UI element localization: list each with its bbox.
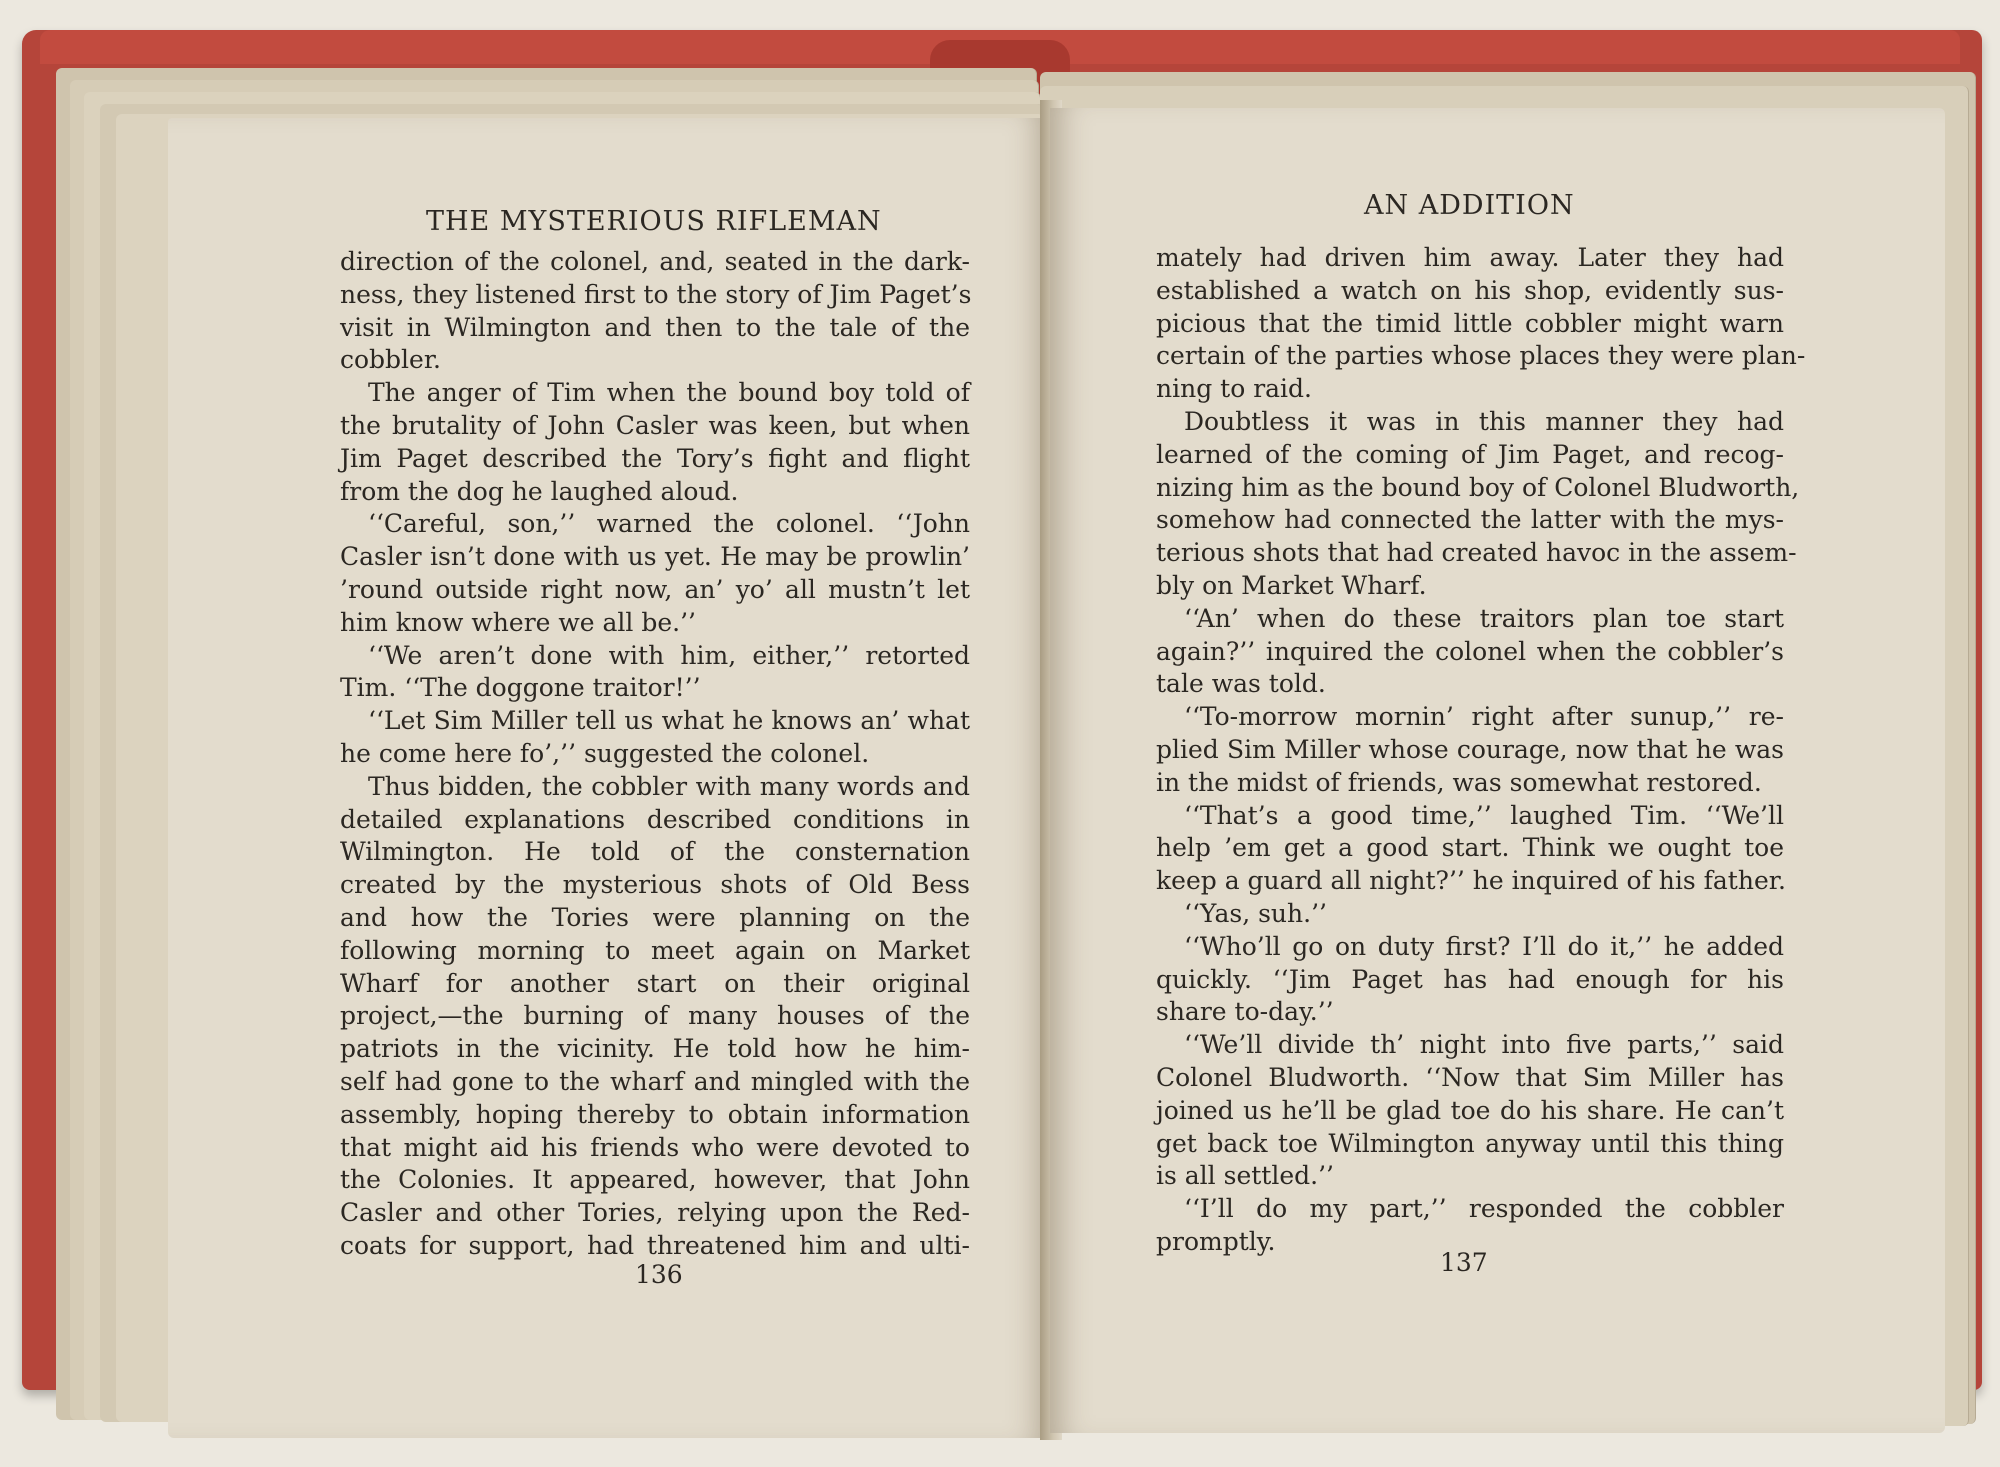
text-line: created by the mysterious shots of Old Bess [340, 870, 970, 900]
text-line: promptly. [1156, 1226, 1276, 1256]
text-line: visit in Wilmington and then to the tale of the [340, 312, 970, 342]
text-line: help ’em get a good start. Think we ought toe [1156, 833, 1784, 863]
text-line: picious that the timid little cobbler might warn [1156, 308, 1784, 338]
text-line: Casler and other Tories, relying upon the Red- [340, 1198, 970, 1228]
text-line: and how the Tories were planning on the [340, 902, 970, 932]
text-line: Wilmington. He told of the consternation [340, 837, 970, 867]
text-line: ‘‘We aren’t done with him, either,’’ retorted [368, 640, 970, 670]
text-line: assembly, hoping thereby to obtain information [340, 1099, 970, 1129]
text-line: from the dog he laughed aloud. [340, 476, 739, 506]
text-line: ‘‘An’ when do these traitors plan toe start [1184, 603, 1784, 633]
text-line: learned of the coming of Jim Paget, and recog- [1156, 439, 1784, 469]
text-line: ‘‘Yas, suh.’’ [1184, 898, 1327, 928]
text-line: following morning to meet again on Market [340, 935, 970, 965]
text-line: ‘‘Who’ll go on duty first? I’ll do it,’’ he added [1184, 931, 1784, 961]
text-line: ness, they listened first to the story of Jim Paget’s [340, 279, 972, 309]
text-line: self had gone to the wharf and mingled with the [340, 1066, 970, 1096]
text-line: he come here fo’,’’ suggested the colonel. [340, 738, 870, 768]
text-line: certain of the parties whose places they were plan- [1156, 341, 1806, 371]
body-text [340, 246, 970, 1263]
body-text [1156, 242, 1806, 1259]
running-head: THE MYSTERIOUS RIFLEMAN [426, 206, 882, 237]
text-line: patriots in the vicinity. He told how he him- [340, 1034, 970, 1064]
text-line: Thus bidden, the cobbler with many words and [368, 771, 970, 801]
running-head: AN ADDITION [1364, 190, 1575, 221]
text-line: ‘‘We’ll divide th’ night into five parts,’’ said [1184, 1030, 1784, 1060]
text-line: is all settled.’’ [1156, 1161, 1334, 1191]
text-line: ‘‘Let Sim Miller tell us what he knows an’ what [368, 706, 970, 736]
text-line: Jim Paget described the Tory’s fight and flight [340, 443, 970, 473]
text-line: terious shots that had created havoc in the assem- [1156, 538, 1797, 568]
text-line: direction of the colonel, and, seated in the dark- [340, 247, 970, 276]
text-line: keep a guard all night?’’ he inquired of his father. [1156, 866, 1786, 896]
text-line: ‘‘To-morrow mornin’ right after sunup,’’ re- [1184, 702, 1784, 732]
text-line: Colonel Bludworth. ‘‘Now that Sim Miller has [1156, 1062, 1784, 1092]
text-line: Casler isn’t done with us yet. He may be prowlin’ [340, 542, 970, 572]
text-line: again?’’ inquired the colonel when the cobbler’s [1156, 636, 1784, 666]
text-line: ‘‘I’ll do my part,’’ responded the cobbler [1184, 1194, 1784, 1224]
page-number: 137 [1440, 1248, 1488, 1277]
text-line: coats for support, had threatened him and ulti- [340, 1230, 970, 1260]
text-line: tale was told. [1156, 669, 1326, 699]
text-line: share to-day.’’ [1156, 997, 1334, 1027]
text-line: the brutality of John Casler was keen, but when [340, 410, 970, 440]
text-line: The anger of Tim when the bound boy told of [368, 378, 970, 408]
text-line: in the midst of friends, was somewhat restored. [1156, 767, 1762, 797]
text-line: ‘‘Careful, son,’’ warned the colonel. ‘‘John [368, 509, 970, 539]
text-line: him know where we all be.’’ [340, 607, 697, 637]
text-line: the Colonies. It appeared, however, that John [340, 1165, 970, 1195]
right-page [1050, 108, 1945, 1433]
text-line: somehow had connected the latter with the mys- [1156, 505, 1784, 535]
text-line: get back toe Wilmington anyway until this thing [1156, 1128, 1784, 1158]
text-line: project,—the burning of many houses of the [340, 1001, 970, 1031]
text-line: quickly. ‘‘Jim Paget has had enough for his [1156, 964, 1784, 994]
text-line: ‘‘That’s a good time,’’ laughed Tim. ‘‘We’ll [1184, 800, 1784, 830]
left-page [168, 118, 1048, 1438]
text-line: Tim. ‘‘The doggone traitor!’’ [340, 673, 701, 703]
text-line: plied Sim Miller whose courage, now that he was [1156, 734, 1784, 764]
text-line: Wharf for another start on their original [340, 968, 970, 998]
text-line: established a watch on his shop, evidently sus- [1156, 275, 1784, 305]
text-line: detailed explanations described conditions in [340, 804, 970, 834]
text-line: joined us he’ll be glad toe do his share. He can’t [1156, 1095, 1784, 1125]
text-line: ning to raid. [1156, 374, 1312, 404]
page-number: 136 [635, 1260, 683, 1289]
text-line: Doubtless it was in this manner they had [1184, 406, 1784, 436]
text-line: that might aid his friends who were devoted to [340, 1132, 970, 1162]
text-line: bly on Market Wharf. [1156, 570, 1427, 600]
text-line: cobbler. [340, 345, 442, 375]
text-line: ’round outside right now, an’ yo’ all mustn’t let [340, 574, 970, 604]
text-line: nizing him as the bound boy of Colonel Bludworth, [1156, 472, 1800, 502]
text-line: mately had driven him away. Later they had [1156, 243, 1784, 272]
